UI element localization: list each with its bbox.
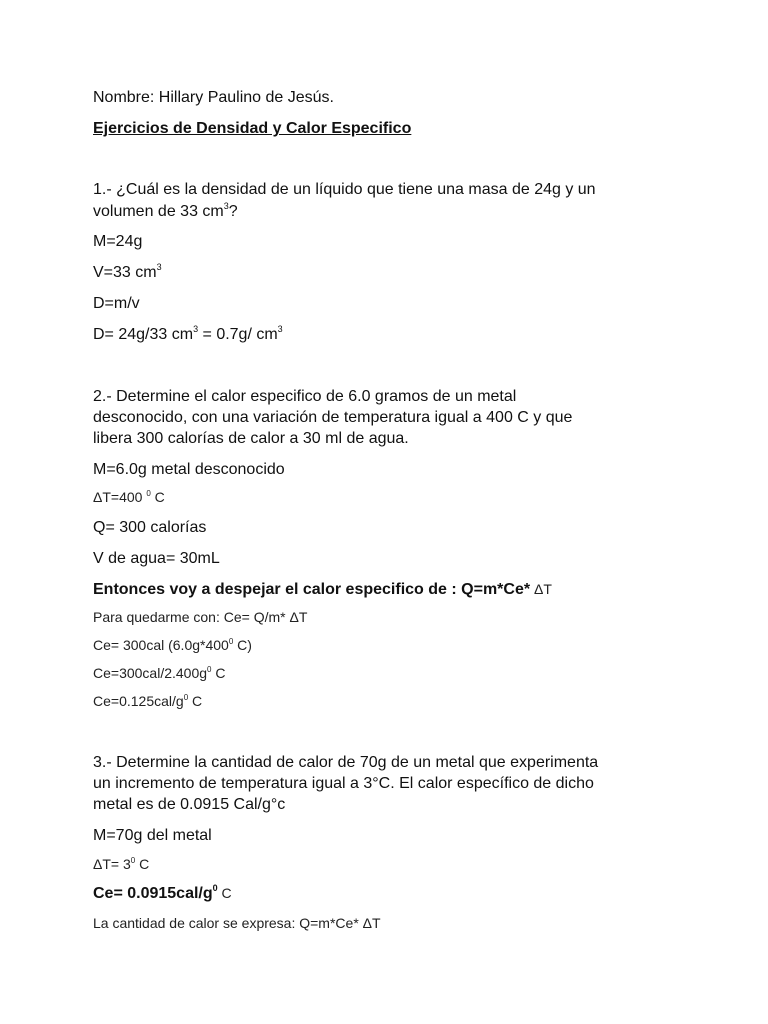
ex1-question-line2: volumen de 33 $cm^3$? — [93, 201, 238, 220]
student-name: Nombre: Hillary Paulino de Jesús. — [93, 89, 334, 106]
ex1-density-result: D= 24g/33 $cm^3 = 0.7g/$ $cm^3$ — [93, 324, 283, 343]
ex2-water-volume: V de agua= 30mL — [93, 550, 220, 567]
ex1-volume: V=33 $cm^3$ — [93, 262, 162, 281]
ex3-mass: M=70g del metal — [93, 827, 212, 844]
ex2-question-line3: libera 300 calorías de calor a 30 ml de agua. — [93, 430, 409, 447]
ex2-ce-step1: Ce= 300cal ($6.0g*400^0$ C) — [93, 637, 252, 653]
ex2-entonces: Entonces voy a despejar el calor especifico de : Q=m*Ce* ΔT — [93, 581, 552, 598]
ex2-ce-step2: $Ce=300cal/2.400g^0$ C — [93, 665, 226, 681]
ex1-mass: M=24g — [93, 233, 143, 250]
ex3-question-line2: un incremento de temperatura igual a 3°C. El calor específico de dicho — [93, 775, 594, 792]
ex3-expresa: La cantidad de calor se expresa: Q=m*Ce* ΔT — [93, 915, 381, 931]
ex2-para: Para quedarme con: Ce= Q/m* ΔT — [93, 609, 308, 625]
ex1-density-formula: D=m/v — [93, 295, 140, 312]
ex2-ce-step3: $Ce=0.125cal/g^0$ C — [93, 693, 203, 709]
ex2-delta-t: ΔT=400 $^0$ C — [93, 489, 165, 505]
ex2-question-line1: 2.- Determine el calor especifico de 6.0 gramos de un metal — [93, 388, 517, 405]
ex1-question-line1: 1.- ¿Cuál es la densidad de un líquido que tiene una masa de 24g y un — [93, 181, 596, 198]
document-title: Ejercicios de Densidad y Calor Especifico — [93, 120, 412, 137]
ex3-question-line1: 3.- Determine la cantidad de calor de 70g de un metal que experimenta — [93, 754, 599, 771]
ex3-specific-heat: $Ce= 0.0915cal/g^0$ C — [93, 883, 232, 902]
ex3-delta-t: $\Delta T= 3^0$ C — [93, 856, 150, 872]
ex3-question-line3: metal es de 0.0915 Cal/g°c — [93, 796, 286, 813]
ex2-mass: M=6.0g metal desconocido — [93, 461, 285, 478]
ex2-heat: Q= 300 calorías — [93, 519, 207, 536]
ex2-question-line2: desconocido, con una variación de temperatura igual a 400 C y que — [93, 409, 573, 426]
